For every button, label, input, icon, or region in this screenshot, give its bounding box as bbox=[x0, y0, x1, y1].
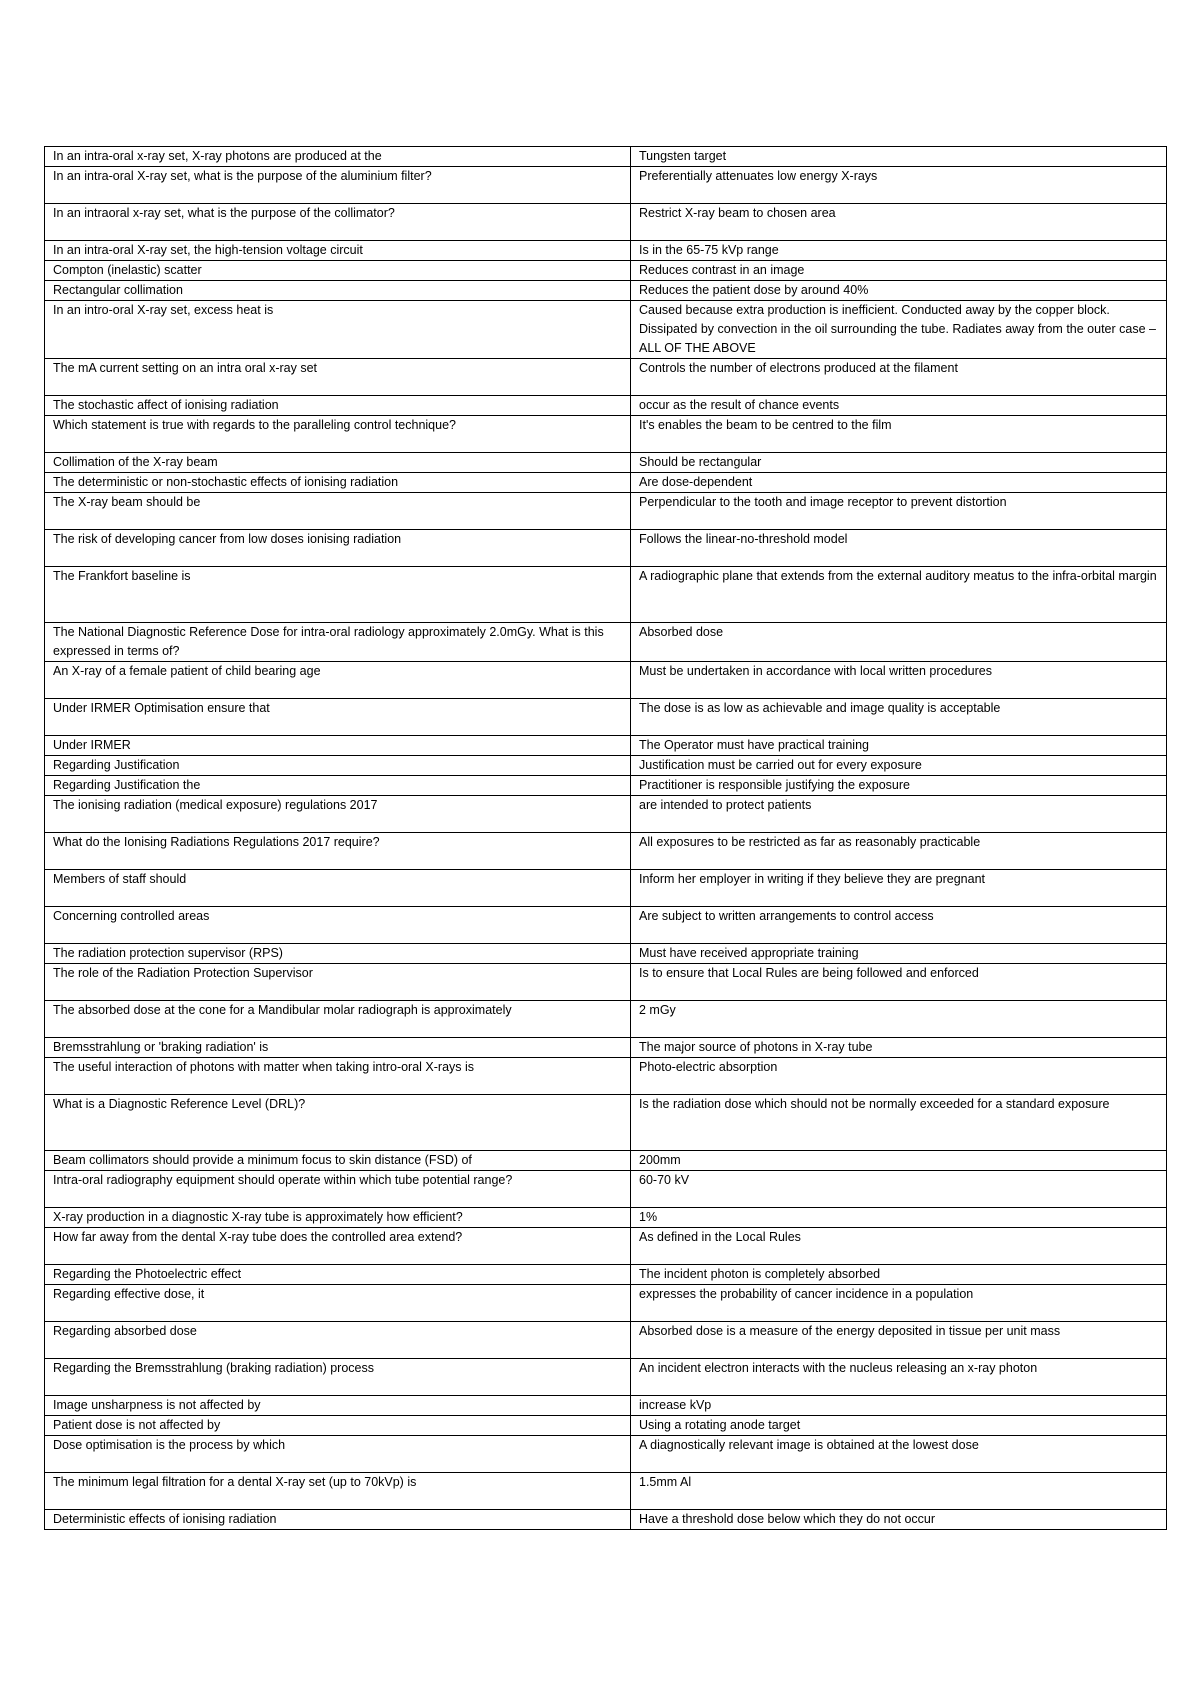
answer-cell: The dose is as low as achievable and image quality is acceptable bbox=[631, 699, 1167, 736]
question-cell: Regarding Justification bbox=[45, 756, 631, 776]
question-cell: Beam collimators should provide a minimum focus to skin distance (FSD) of bbox=[45, 1151, 631, 1171]
answer-cell: A radiographic plane that extends from the external auditory meatus to the infra-orbital margin bbox=[631, 567, 1167, 623]
table-row bbox=[45, 396, 1167, 416]
qa-table bbox=[44, 146, 1167, 1530]
answer-cell: 2 mGy bbox=[631, 1001, 1167, 1038]
question-cell: Deterministic effects of ionising radiation bbox=[45, 1510, 631, 1530]
answer-cell: Justification must be carried out for every exposure bbox=[631, 756, 1167, 776]
table-row bbox=[45, 1171, 1167, 1208]
question-cell: Patient dose is not affected by bbox=[45, 1416, 631, 1436]
question-cell: In an intro-oral X-ray set, excess heat is bbox=[45, 301, 631, 359]
table-row bbox=[45, 1151, 1167, 1171]
answer-cell: As defined in the Local Rules bbox=[631, 1228, 1167, 1265]
question-cell: The National Diagnostic Reference Dose for intra-oral radiology approximately 2.0mGy. What is this expressed in terms of? bbox=[45, 623, 631, 662]
table-row bbox=[45, 1058, 1167, 1095]
table-row bbox=[45, 359, 1167, 396]
table-row bbox=[45, 147, 1167, 167]
question-cell: Compton (inelastic) scatter bbox=[45, 261, 631, 281]
answer-cell: Must have received appropriate training bbox=[631, 944, 1167, 964]
table-row bbox=[45, 530, 1167, 567]
table-row bbox=[45, 1001, 1167, 1038]
question-cell: Image unsharpness is not affected by bbox=[45, 1396, 631, 1416]
table-row bbox=[45, 301, 1167, 359]
answer-cell: Preferentially attenuates low energy X-rays bbox=[631, 167, 1167, 204]
answer-cell: 200mm bbox=[631, 1151, 1167, 1171]
question-cell: The stochastic affect of ionising radiation bbox=[45, 396, 631, 416]
question-cell: Regarding Justification the bbox=[45, 776, 631, 796]
question-cell: The useful interaction of photons with matter when taking intro-oral X-rays is bbox=[45, 1058, 631, 1095]
question-cell: In an intra-oral X-ray set, what is the purpose of the aluminium filter? bbox=[45, 167, 631, 204]
answer-cell: Reduces contrast in an image bbox=[631, 261, 1167, 281]
question-cell: Rectangular collimation bbox=[45, 281, 631, 301]
question-cell: Members of staff should bbox=[45, 870, 631, 907]
table-row bbox=[45, 1416, 1167, 1436]
answer-cell: Controls the number of electrons produced at the filament bbox=[631, 359, 1167, 396]
table-row bbox=[45, 736, 1167, 756]
question-cell: Which statement is true with regards to the paralleling control technique? bbox=[45, 416, 631, 453]
answer-cell: Is in the 65-75 kVp range bbox=[631, 241, 1167, 261]
question-cell: What is a Diagnostic Reference Level (DRL)? bbox=[45, 1095, 631, 1151]
table-row bbox=[45, 1436, 1167, 1473]
answer-cell: Should be rectangular bbox=[631, 453, 1167, 473]
table-row bbox=[45, 870, 1167, 907]
answer-cell: An incident electron interacts with the nucleus releasing an x-ray photon bbox=[631, 1359, 1167, 1396]
table-row bbox=[45, 662, 1167, 699]
question-cell: The role of the Radiation Protection Supervisor bbox=[45, 964, 631, 1001]
answer-cell: The Operator must have practical training bbox=[631, 736, 1167, 756]
question-cell: Regarding effective dose, it bbox=[45, 1285, 631, 1322]
question-cell: In an intra-oral X-ray set, the high-tension voltage circuit bbox=[45, 241, 631, 261]
answer-cell: Are subject to written arrangements to control access bbox=[631, 907, 1167, 944]
table-row bbox=[45, 1322, 1167, 1359]
table-row bbox=[45, 416, 1167, 453]
question-cell: What do the Ionising Radiations Regulations 2017 require? bbox=[45, 833, 631, 870]
question-cell: Intra-oral radiography equipment should operate within which tube potential range? bbox=[45, 1171, 631, 1208]
table-row bbox=[45, 776, 1167, 796]
answer-cell: Is the radiation dose which should not be normally exceeded for a standard exposure bbox=[631, 1095, 1167, 1151]
question-cell: In an intraoral x-ray set, what is the purpose of the collimator? bbox=[45, 204, 631, 241]
table-row bbox=[45, 1228, 1167, 1265]
answer-cell: A diagnostically relevant image is obtained at the lowest dose bbox=[631, 1436, 1167, 1473]
answer-cell: Restrict X-ray beam to chosen area bbox=[631, 204, 1167, 241]
table-row bbox=[45, 1510, 1167, 1530]
question-cell: The ionising radiation (medical exposure) regulations 2017 bbox=[45, 796, 631, 833]
question-cell: The risk of developing cancer from low doses ionising radiation bbox=[45, 530, 631, 567]
table-row bbox=[45, 281, 1167, 301]
answer-cell: 1.5mm Al bbox=[631, 1473, 1167, 1510]
answer-cell: Absorbed dose bbox=[631, 623, 1167, 662]
answer-cell: Practitioner is responsible justifying the exposure bbox=[631, 776, 1167, 796]
table-row bbox=[45, 453, 1167, 473]
question-cell: The radiation protection supervisor (RPS) bbox=[45, 944, 631, 964]
qa-table-body bbox=[45, 147, 1167, 1530]
answer-cell: Are dose-dependent bbox=[631, 473, 1167, 493]
answer-cell: increase kVp bbox=[631, 1396, 1167, 1416]
question-cell: Bremsstrahlung or 'braking radiation' is bbox=[45, 1038, 631, 1058]
answer-cell: Have a threshold dose below which they do not occur bbox=[631, 1510, 1167, 1530]
question-cell: The mA current setting on an intra oral x-ray set bbox=[45, 359, 631, 396]
table-row bbox=[45, 1038, 1167, 1058]
table-row bbox=[45, 907, 1167, 944]
question-cell: An X-ray of a female patient of child bearing age bbox=[45, 662, 631, 699]
answer-cell: occur as the result of chance events bbox=[631, 396, 1167, 416]
question-cell: The Frankfort baseline is bbox=[45, 567, 631, 623]
table-row bbox=[45, 204, 1167, 241]
question-cell: The absorbed dose at the cone for a Mandibular molar radiograph is approximately bbox=[45, 1001, 631, 1038]
table-row bbox=[45, 1208, 1167, 1228]
table-row bbox=[45, 1396, 1167, 1416]
answer-cell: Inform her employer in writing if they believe they are pregnant bbox=[631, 870, 1167, 907]
answer-cell: Reduces the patient dose by around 40% bbox=[631, 281, 1167, 301]
table-row bbox=[45, 261, 1167, 281]
question-cell: The deterministic or non-stochastic effects of ionising radiation bbox=[45, 473, 631, 493]
answer-cell: Caused because extra production is inefficient. Conducted away by the copper block. Dissipated by convection in the oil surrounding the tube. Radiates away from the outer case – ALL OF THE ABOVE bbox=[631, 301, 1167, 359]
answer-cell: The incident photon is completely absorbed bbox=[631, 1265, 1167, 1285]
table-row bbox=[45, 493, 1167, 530]
table-row bbox=[45, 167, 1167, 204]
question-cell: How far away from the dental X-ray tube does the controlled area extend? bbox=[45, 1228, 631, 1265]
table-row bbox=[45, 567, 1167, 623]
question-cell: Regarding absorbed dose bbox=[45, 1322, 631, 1359]
question-cell: Concerning controlled areas bbox=[45, 907, 631, 944]
table-row bbox=[45, 1095, 1167, 1151]
table-row bbox=[45, 944, 1167, 964]
table-row bbox=[45, 833, 1167, 870]
answer-cell: Using a rotating anode target bbox=[631, 1416, 1167, 1436]
table-row bbox=[45, 473, 1167, 493]
question-cell: Dose optimisation is the process by which bbox=[45, 1436, 631, 1473]
answer-cell: It's enables the beam to be centred to the film bbox=[631, 416, 1167, 453]
question-cell: The X-ray beam should be bbox=[45, 493, 631, 530]
question-cell: The minimum legal filtration for a dental X-ray set (up to 70kVp) is bbox=[45, 1473, 631, 1510]
table-row bbox=[45, 623, 1167, 662]
answer-cell: expresses the probability of cancer incidence in a population bbox=[631, 1285, 1167, 1322]
answer-cell: Absorbed dose is a measure of the energy deposited in tissue per unit mass bbox=[631, 1322, 1167, 1359]
answer-cell: Follows the linear-no-threshold model bbox=[631, 530, 1167, 567]
table-row bbox=[45, 699, 1167, 736]
table-row bbox=[45, 1265, 1167, 1285]
question-cell: Regarding the Bremsstrahlung (braking radiation) process bbox=[45, 1359, 631, 1396]
table-row bbox=[45, 1285, 1167, 1322]
answer-cell: 60-70 kV bbox=[631, 1171, 1167, 1208]
table-row bbox=[45, 964, 1167, 1001]
answer-cell: Photo-electric absorption bbox=[631, 1058, 1167, 1095]
answer-cell: All exposures to be restricted as far as reasonably practicable bbox=[631, 833, 1167, 870]
question-cell: In an intra-oral x-ray set, X-ray photons are produced at the bbox=[45, 147, 631, 167]
table-row bbox=[45, 1359, 1167, 1396]
question-cell: Collimation of the X-ray beam bbox=[45, 453, 631, 473]
document-page bbox=[44, 146, 1166, 1530]
answer-cell: 1% bbox=[631, 1208, 1167, 1228]
answer-cell: The major source of photons in X-ray tube bbox=[631, 1038, 1167, 1058]
question-cell: Under IRMER Optimisation ensure that bbox=[45, 699, 631, 736]
answer-cell: Must be undertaken in accordance with local written procedures bbox=[631, 662, 1167, 699]
question-cell: X-ray production in a diagnostic X-ray tube is approximately how efficient? bbox=[45, 1208, 631, 1228]
answer-cell: Perpendicular to the tooth and image receptor to prevent distortion bbox=[631, 493, 1167, 530]
answer-cell: Tungsten target bbox=[631, 147, 1167, 167]
table-row bbox=[45, 241, 1167, 261]
table-row bbox=[45, 796, 1167, 833]
answer-cell: are intended to protect patients bbox=[631, 796, 1167, 833]
answer-cell: Is to ensure that Local Rules are being followed and enforced bbox=[631, 964, 1167, 1001]
table-row bbox=[45, 756, 1167, 776]
question-cell: Under IRMER bbox=[45, 736, 631, 756]
table-row bbox=[45, 1473, 1167, 1510]
question-cell: Regarding the Photoelectric effect bbox=[45, 1265, 631, 1285]
